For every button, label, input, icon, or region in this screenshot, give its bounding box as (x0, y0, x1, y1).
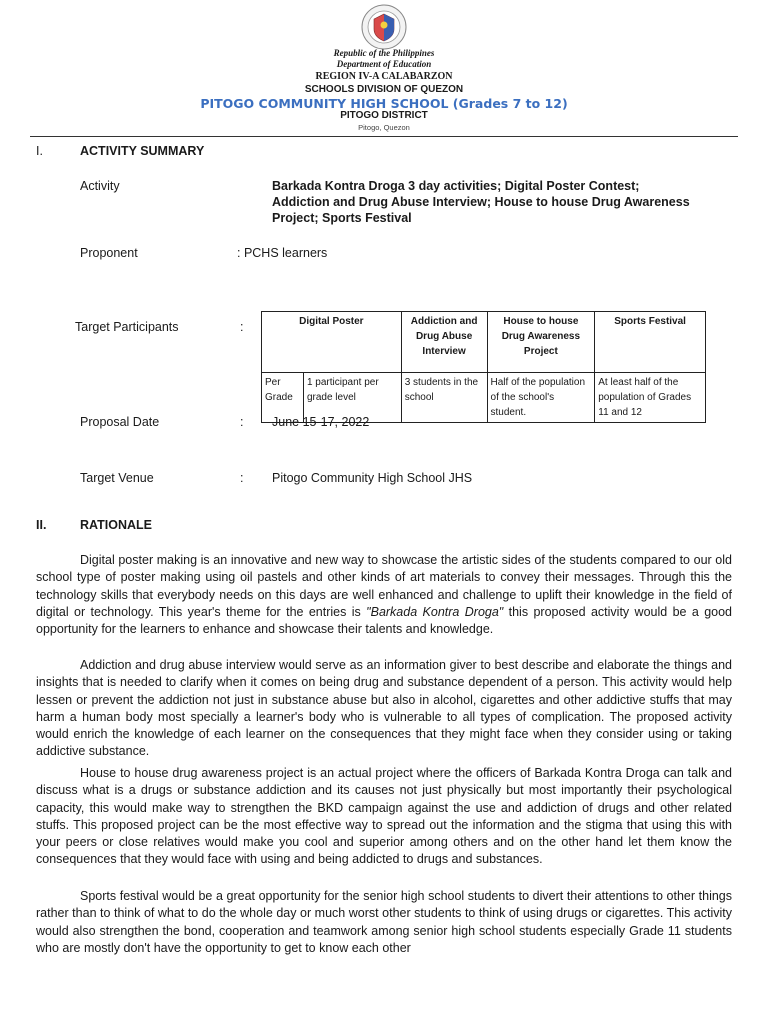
header-department: Department of Education (336, 59, 432, 69)
section1-title: ACTIVITY SUMMARY (80, 144, 205, 158)
target-venue-value: Pitogo Community High School JHS (272, 471, 473, 485)
rationale-theme: "Barkada Kontra Droga" (366, 604, 504, 619)
activity-value: Barkada Kontra Droga 3 day activities; Digital Poster Contest; Addiction and Drug Abuse Interview; House to house Drug Awareness Project; Sports Festival (272, 179, 690, 225)
header-divider (30, 136, 738, 137)
header-division: SCHOOLS DIVISION OF QUEZON (304, 84, 464, 95)
section1-number: I. (36, 144, 43, 158)
target-venue-label: Target Venue (80, 471, 154, 485)
activity-label: Activity (80, 179, 120, 193)
header-district: PITOGO DISTRICT (340, 110, 428, 121)
proposal-date-label: Proposal Date (80, 415, 160, 429)
table-header-row (262, 312, 706, 373)
deped-seal-icon (361, 4, 407, 50)
table-header-cell: Digital Poster (262, 312, 402, 373)
table-header-cell: Sports Festival (595, 312, 706, 373)
rationale-paragraph-4: Sports festival would be a great opportunity for the senior high school students to divert their attentions to other things rather than to think of what to do the whole day or much worst other students to think of using drugs or cigarettes. This activity would also strengthen the bond, cooperation and teamwork among senior high school students especially Grade 11 students who are mostly don't have the opportunity to get to know each other (36, 889, 732, 955)
table-cell: 3 students in the school (401, 373, 487, 423)
rationale-p1-text-end: this proposed activity would be a good opportunity for the learners to enhance and showcase their talents and knowledge. (36, 604, 732, 637)
header-republic: Republic of the Philippines (333, 48, 435, 58)
table-cell: Half of the population of the school's student. (487, 373, 595, 423)
table-cell: At least half of the population of Grades 11 and 12 (595, 373, 706, 423)
section2-number: II. (36, 518, 47, 532)
table-header-cell: Addiction and Drug Abuse Interview (401, 312, 487, 373)
header-school-name: PITOGO COMMUNITY HIGH SCHOOL (Grades 7 to 12) (200, 96, 568, 111)
table-cell: Per Grade (262, 373, 304, 423)
rationale-paragraph-1 (36, 552, 732, 638)
table-header-cell: House to house Drug Awareness Project (487, 312, 595, 373)
table-cell: 1 participant per grade level (303, 373, 401, 423)
proponent-label: Proponent (80, 246, 138, 260)
header-location: Pitogo, Quezon (358, 123, 410, 132)
target-participants-colon: : (240, 320, 244, 334)
header-region: REGION IV-A CALABARZON (315, 71, 453, 82)
proponent-value: : PCHS learners (237, 246, 328, 260)
rationale-paragraph-3: House to house drug awareness project is an actual project where the officers of Barkada Kontra Droga can talk and discuss what is a drugs or substance addiction and its causes not just physically but most importantly their psychological capacity, this would make way to strengthen the BKD campaign against the use and addiction of drugs and other related stuffs. This proposed project can be the most effective way to spread out the information and the stigma that using this with your peers or close relatives would make you cool and superior among others and on the other hand let them know the consequences that they would face with using and being addicted to drugs and substances. (36, 766, 732, 867)
proposal-date-value: June 15-17, 2022 (272, 415, 370, 429)
target-venue-colon: : (240, 471, 244, 485)
rationale-paragraph-2: Addiction and drug abuse interview would serve as an information giver to best describe and elaborate the things and insights that is needed to clarify when it comes on being drug and substance dependent of a person. This activity would help lessen or prevent the addiction not just in substance abuse but also in alcohol, cigarettes and other addictive stuffs that may harm a human body most specially a learner's body who is vulnerable to all types of complication. The proposed activity would enrich the knowledge of each learner on the consequences that they might face when they consider using or taking addictive substance. (36, 658, 732, 759)
target-participants-label: Target Participants (75, 320, 179, 334)
proposal-date-colon: : (240, 415, 244, 429)
rationale-p1-text: Digital poster making is an innovative and new way to showcase the artistic sides of the students compared to our old school type of poster making using oil pastels and other kinds of art materials to convey their messages. Through this the technology skills that everybody needs on this days are well enhanced and challenge to uplift their knowledge in the field of digital or technology. This year's theme for the entries is (36, 553, 732, 619)
section2-title: RATIONALE (80, 518, 152, 532)
participants-table (261, 311, 706, 423)
